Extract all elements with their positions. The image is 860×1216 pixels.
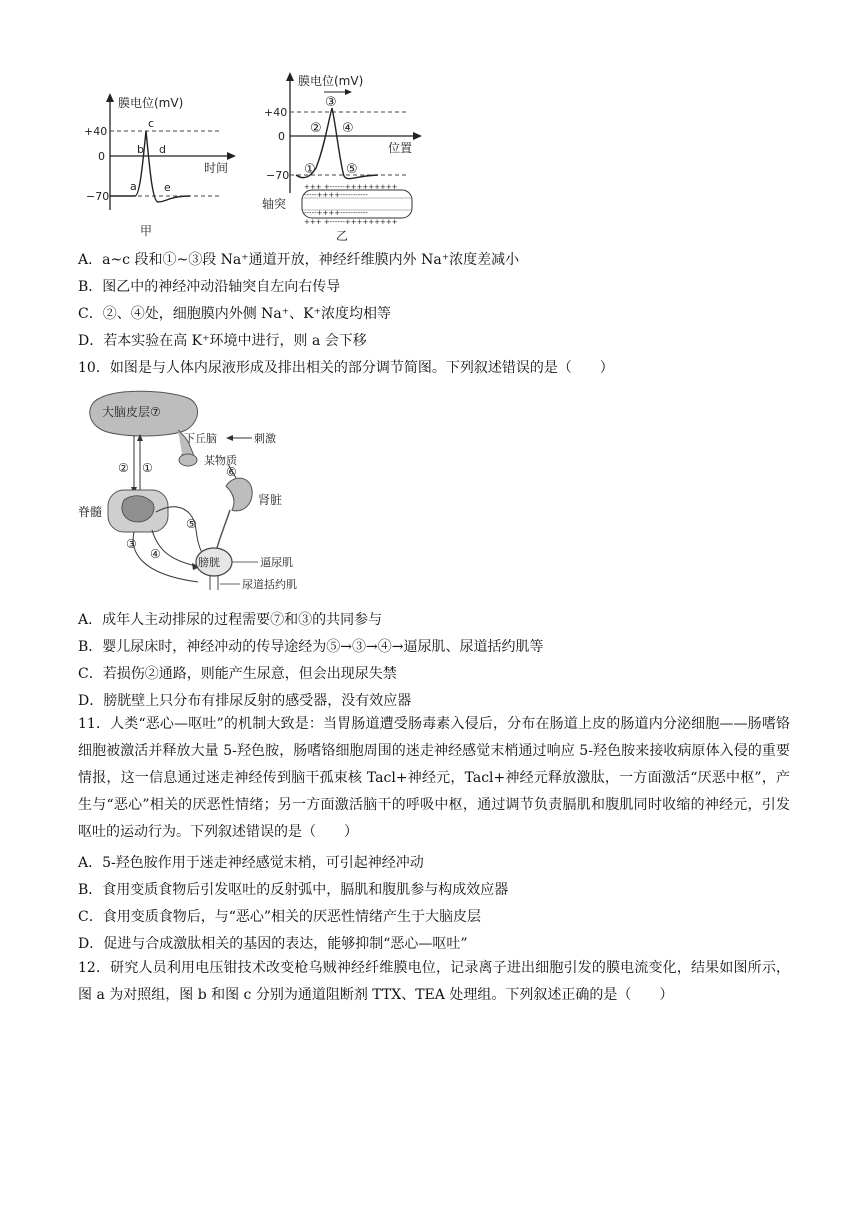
jia-ylabel: 膜电位(mV) (118, 96, 184, 110)
yi-point-4: ④ (342, 121, 354, 136)
q10-stem: 10．如图是与人体内尿液形成及排出相关的部分调节简图。下列叙述错误的是（ ） (78, 360, 614, 376)
q9-option-a: A．a~c 段和①~③段 Na⁺通道开放，神经纤维膜内外 Na⁺浓度差减小 (78, 252, 520, 268)
yi-point-2: ② (310, 121, 322, 136)
urination-sphincter: 尿道括约肌 (242, 578, 297, 591)
q10-option-d: D．膀胱壁上只分布有排尿反射的感受器，没有效应器 (78, 693, 412, 709)
figure-urination (78, 390, 338, 600)
yi-charge-bottom-outer: +++ +------+++++++++ (304, 218, 398, 226)
yi-charge-bottom-inner: -----++++----------- (304, 209, 368, 217)
jia-point-d: d (159, 143, 166, 156)
yi-charge-top-inner: -----++++----------- (304, 191, 368, 199)
figure-jia (80, 90, 250, 240)
yi-point-5: ⑤ (346, 162, 358, 177)
jia-point-b: b (137, 143, 144, 156)
urination-n3: ③ (126, 537, 137, 551)
q11-option-a: A．5-羟色胺作用于迷走神经感觉末梢，可引起神经冲动 (78, 855, 424, 871)
jia-point-e: e (164, 181, 171, 194)
urination-n5: ⑤ (186, 517, 197, 531)
urination-n1: ① (142, 461, 153, 475)
q9-option-d: D．若本实验在高 K⁺环境中进行，则 a 会下移 (78, 333, 367, 349)
urination-stimulus: 刺激 (254, 432, 276, 445)
jia-caption: 甲 (140, 224, 153, 238)
urination-substance: 某物质 (204, 454, 237, 467)
urination-n2: ② (118, 461, 129, 475)
yi-axon-label: 轴突 (262, 197, 287, 211)
jia-tick-40: +40 (84, 125, 108, 138)
urination-kidney: 肾脏 (258, 493, 283, 507)
yi-ylabel: 膜电位(mV) (298, 74, 364, 88)
q11-stem: 11．人类“恶心—呕吐”的机制大致是：当胃肠道遭受肠毒素入侵后，分布在肠道上皮的肠道内分泌细胞——肠嗜铬细胞被激活并释放大量 5-羟色胺，肠嗜铬细胞周围的迷走神经感觉末梢通过响应 5-羟色胺来接收病原体入侵的重要情报，这一信息通过迷走神经传到脑干孤束核 Tacl+神经元，Tacl+神经元释放激肽，一方面激活“厌恶中枢”，产生与“恶心”相关的厌恶性情绪；另一方面激活脑干的呼吸中枢，通过调节负责膈肌和腹肌同时收缩的神经元，引发呕吐的运动行为。下列叙述错误的是（ ） (78, 716, 790, 840)
urination-n6: ⑥ (226, 465, 237, 479)
urination-spinal: 脊髓 (78, 505, 103, 519)
urination-hypothalamus: 下丘脑 (184, 432, 217, 445)
yi-tick-40: +40 (264, 106, 288, 119)
yi-caption: 乙 (336, 229, 349, 243)
urination-bladder: 膀胱 (198, 556, 220, 569)
urination-detrusor: 逼尿肌 (260, 556, 293, 569)
yi-charge-top-outer: +++ +------+++++++++ (304, 183, 398, 191)
q11-option-b: B．食用变质食物后引发呕吐的反射弧中，膈肌和腹肌参与构成效应器 (78, 882, 509, 898)
yi-tick-0: 0 (278, 130, 285, 143)
urination-n4: ④ (150, 547, 161, 561)
jia-point-c: c (148, 117, 155, 130)
q9-option-b: B．图乙中的神经冲动沿轴突自左向右传导 (78, 279, 341, 295)
jia-tick-0: 0 (98, 150, 105, 163)
jia-xlabel: 时间 (204, 161, 229, 175)
q11-option-d: D．促进与合成激肽相关的基因的表达，能够抑制“恶心—呕吐” (78, 936, 468, 952)
q11-option-c: C．食用变质食物后，与“恶心”相关的厌恶性情绪产生于大脑皮层 (78, 909, 482, 925)
q10-option-c: C．若损伤②通路，则能产生尿意，但会出现尿失禁 (78, 666, 397, 682)
q9-option-c: C．②、④处，细胞膜内外侧 Na⁺、K⁺浓度均相等 (78, 306, 391, 322)
yi-point-3: ③ (325, 95, 337, 110)
yi-tick-70: −70 (266, 169, 290, 182)
jia-point-a: a (130, 180, 137, 193)
q10-option-a: A．成年人主动排尿的过程需要⑦和③的共同参与 (78, 612, 383, 628)
yi-xlabel: 位置 (388, 141, 413, 155)
figure-yi (258, 68, 438, 246)
yi-point-1: ① (304, 162, 316, 177)
urination-cortex: 大脑皮层⑦ (102, 405, 161, 419)
jia-tick-70: −70 (86, 190, 110, 203)
q10-option-b: B．婴儿尿床时，神经冲动的传导途经为⑤→③→④→逼尿肌、尿道括约肌等 (78, 639, 544, 655)
q12-stem: 12．研究人员利用电压钳技术改变枪乌贼神经纤维膜电位，记录离子进出细胞引发的膜电流变化，结果如图所示，图 a 为对照组，图 b 和图 c 分别为通道阻断剂 TTX、TEA 处理组。下列叙述正确的是（ ） (78, 960, 790, 1003)
